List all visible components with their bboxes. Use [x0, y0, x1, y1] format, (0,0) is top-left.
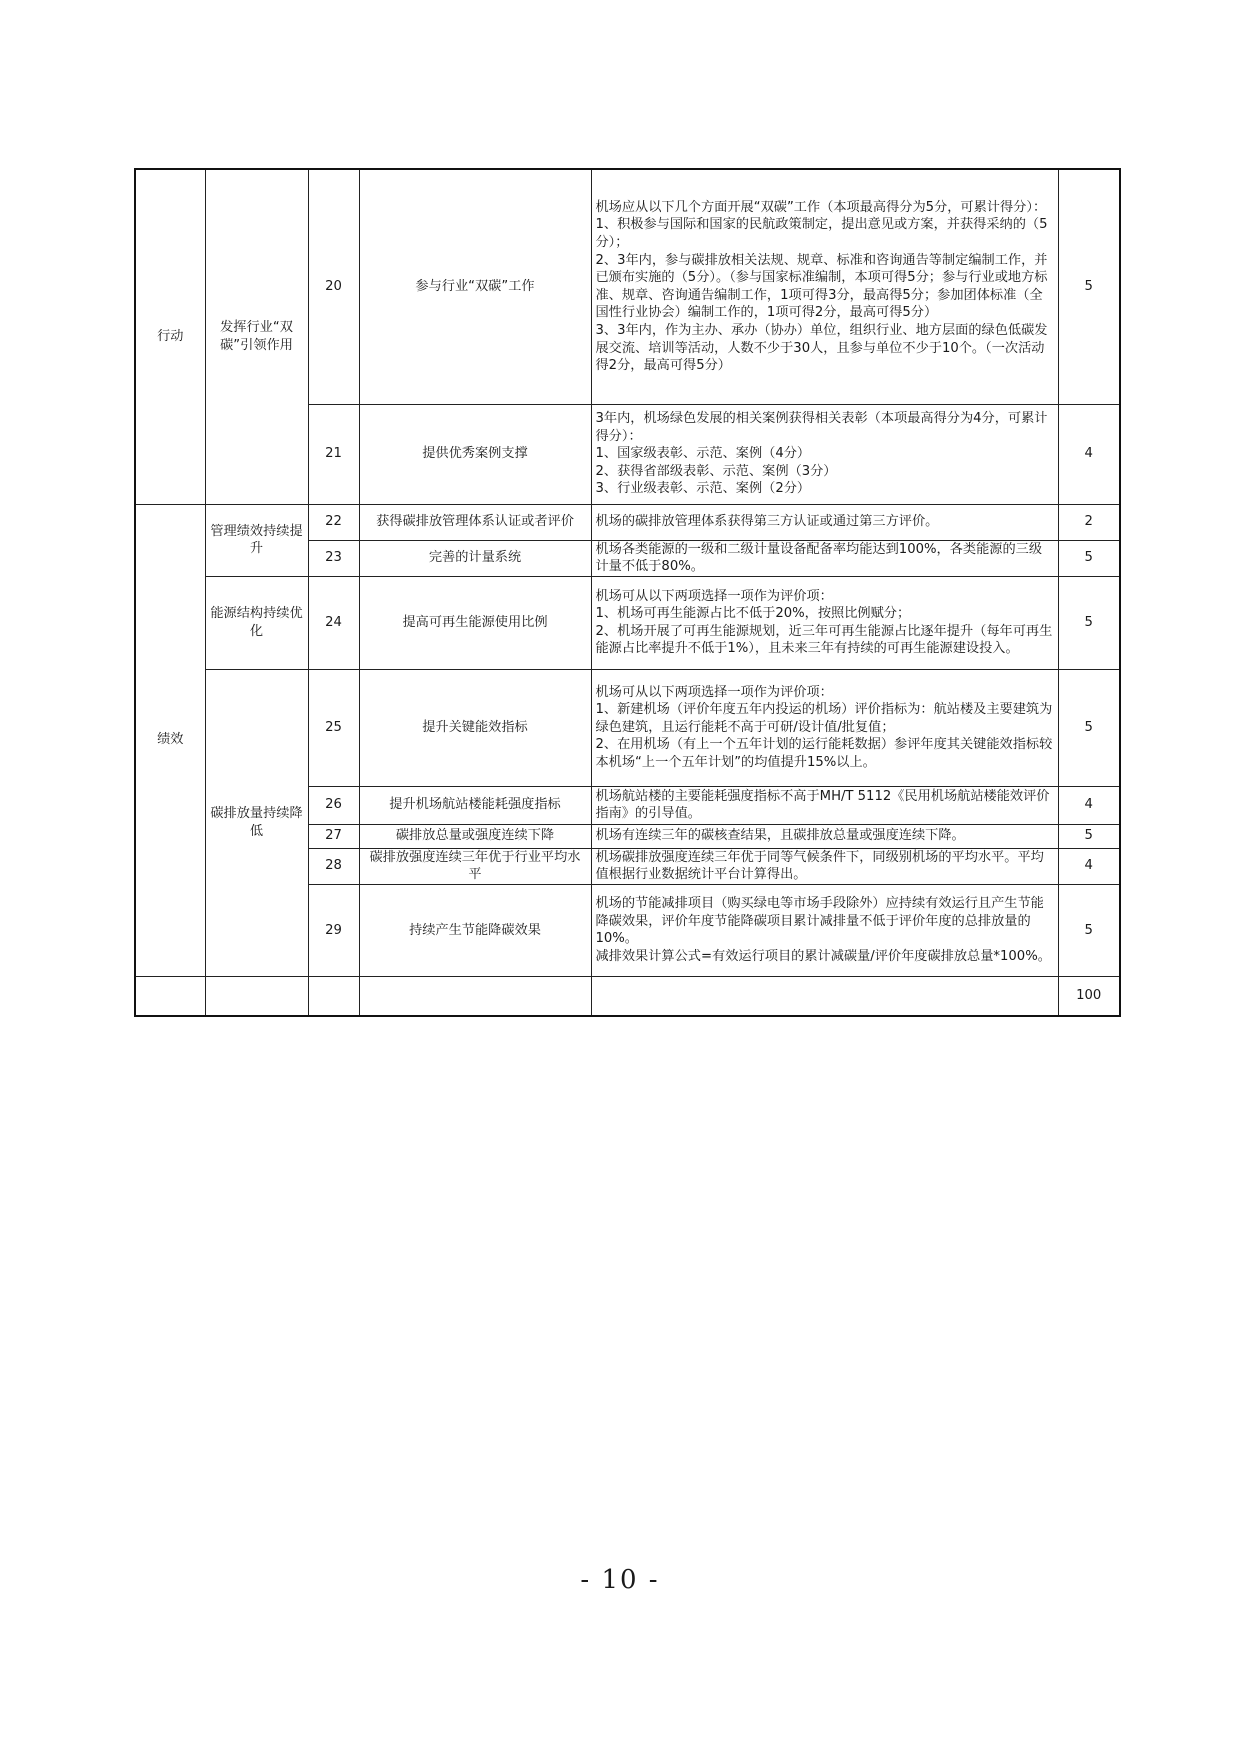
table-row: [135, 504, 1120, 540]
item-name: 提升关键能效指标: [359, 669, 591, 786]
description-line: 1、机场可再生能源占比不低于20%，按照比例赋分；: [595, 606, 911, 622]
description-line: 1、国家级表彰、示范、案例（4分）: [595, 446, 811, 462]
evaluation-table-container: [134, 168, 1119, 1017]
item-score: 4: [1058, 404, 1120, 504]
item-score: 5: [1058, 669, 1120, 786]
description-line: 3、3年内，作为主办、承办（协办）单位，组织行业、地方层面的绿色低碳发展交流、培训等活动，人数不少于30人，且参与单位不少于10个。（一次活动得2分，最高可得5分）: [595, 322, 1048, 374]
total-empty-cell: [308, 976, 359, 1016]
subcategory-cell: 发挥行业“双碳”引领作用: [205, 169, 308, 504]
item-number: 20: [308, 169, 359, 404]
item-number: 25: [308, 669, 359, 786]
description-line: 2、在用机场（有上一个五年计划的运行能耗数据）参评年度其关键能效指标较本机场“上一个五年计划”的均值提升15%以上。: [595, 737, 1053, 771]
item-name: 提升机场航站楼能耗强度指标: [359, 786, 591, 824]
item-description: [591, 404, 1058, 504]
total-empty-cell: [359, 976, 591, 1016]
description-line: 机场各类能源的一级和二级计量设备配备率均能达到100%，各类能源的三级计量不低于80%。: [595, 541, 1043, 575]
item-score: 2: [1058, 504, 1120, 540]
item-number: 22: [308, 504, 359, 540]
description-line: 3、行业级表彰、示范、案例（2分）: [595, 481, 811, 497]
item-number: 28: [308, 848, 359, 884]
description-line: 3年内，机场绿色发展的相关案例获得相关表彰（本项最高得分为4分，可累计得分）：: [595, 411, 1048, 444]
item-number: 27: [308, 824, 359, 848]
subcategory-cell: 能源结构持续优化: [205, 576, 308, 669]
item-description: [591, 884, 1058, 976]
description-line: 机场可从以下两项选择一项作为评价项：: [595, 684, 833, 700]
description-line: 机场碳排放强度连续三年优于同等气候条件下，同级别机场的平均水平。平均值根据行业数据统计平台计算得出。: [595, 849, 1044, 883]
subcategory-cell: 管理绩效持续提升: [205, 504, 308, 576]
item-name: 获得碳排放管理体系认证或者评价: [359, 504, 591, 540]
page-number: - 10 -: [580, 1565, 660, 1595]
description-line: 减排效果计算公式=有效运行项目的累计减碳量/评价年度碳排放总量*100%。: [595, 948, 1051, 964]
item-name: 参与行业“双碳”工作: [359, 169, 591, 404]
total-empty-cell: [135, 976, 205, 1016]
table-row: [135, 669, 1120, 786]
item-description: [591, 786, 1058, 824]
evaluation-table: [134, 168, 1121, 1017]
item-score: 4: [1058, 848, 1120, 884]
description-line: 机场可从以下两项选择一项作为评价项：: [595, 588, 833, 604]
total-empty-cell: [205, 976, 308, 1016]
subcategory-cell: 碳排放量持续降低: [205, 669, 308, 976]
item-score: 5: [1058, 540, 1120, 576]
item-number: 21: [308, 404, 359, 504]
item-score: 5: [1058, 576, 1120, 669]
category-cell: 绩效: [135, 504, 205, 976]
description-line: 1、新建机场（评价年度五年内投运的机场）评价指标为：航站楼及主要建筑为绿色建筑，且运行能耗不高于可研/设计值/批复值；: [595, 702, 1053, 735]
item-name: 完善的计量系统: [359, 540, 591, 576]
description-line: 2、获得省部级表彰、示范、案例（3分）: [595, 463, 837, 479]
description-line: 机场航站楼的主要能耗强度指标不高于MH/T 5112《民用机场航站楼能效评价指南》的引导值。: [595, 788, 1050, 822]
item-number: 26: [308, 786, 359, 824]
item-description: [591, 824, 1058, 848]
item-score: 5: [1058, 824, 1120, 848]
item-description: [591, 504, 1058, 540]
item-description: [591, 669, 1058, 786]
description-line: 机场有连续三年的碳核查结果，且碳排放总量或强度连续下降。: [595, 828, 965, 844]
item-name: 碳排放强度连续三年优于行业平均水平: [359, 848, 591, 884]
total-empty-cell: [591, 976, 1058, 1016]
item-number: 23: [308, 540, 359, 576]
item-name: 提高可再生能源使用比例: [359, 576, 591, 669]
total-score: 100: [1058, 976, 1120, 1016]
table-row: [135, 169, 1120, 404]
description-line: 机场的碳排放管理体系获得第三方认证或通过第三方评价。: [595, 514, 939, 530]
item-name: 碳排放总量或强度连续下降: [359, 824, 591, 848]
description-line: 2、机场开展了可再生能源规划，近三年可再生能源占比逐年提升（每年可再生能源占比率提升不低于1%），且未来三年有持续的可再生能源建设投入。: [595, 623, 1053, 657]
item-number: 29: [308, 884, 359, 976]
item-number: 24: [308, 576, 359, 669]
item-description: [591, 540, 1058, 576]
item-name: 持续产生节能降碳效果: [359, 884, 591, 976]
description-line: 机场的节能减排项目（购买绿电等市场手段除外）应持续有效运行且产生节能降碳效果，评价年度节能降碳项目累计减排量不低于评价年度的总排放量的10%。: [595, 896, 1044, 947]
item-description: [591, 169, 1058, 404]
table-row: [135, 576, 1120, 669]
item-description: [591, 848, 1058, 884]
item-description: [591, 576, 1058, 669]
item-score: 5: [1058, 884, 1120, 976]
item-name: 提供优秀案例支撑: [359, 404, 591, 504]
item-score: 5: [1058, 169, 1120, 404]
category-cell: 行动: [135, 169, 205, 504]
description-line: 2、3年内，参与碳排放相关法规、规章、标准和咨询通告等制定编制工作，并已颁布实施的（5分）。（参与国家标准编制，本项可得5分；参与行业或地方标准、规章、咨询通告编制工作，1项可得3分，最高得5分；参加团体标准（全国性行业协会）编制工作的，1项可得2分，最高可得5分）: [595, 252, 1048, 321]
description-line: 1、积极参与国际和国家的民航政策制定，提出意见或方案，并获得采纳的（5分）；: [595, 217, 1048, 250]
item-score: 4: [1058, 786, 1120, 824]
description-line: 机场应从以下几个方面开展“双碳”工作（本项最高得分为5分，可累计得分）：: [595, 199, 1047, 215]
total-row: [135, 976, 1120, 1016]
